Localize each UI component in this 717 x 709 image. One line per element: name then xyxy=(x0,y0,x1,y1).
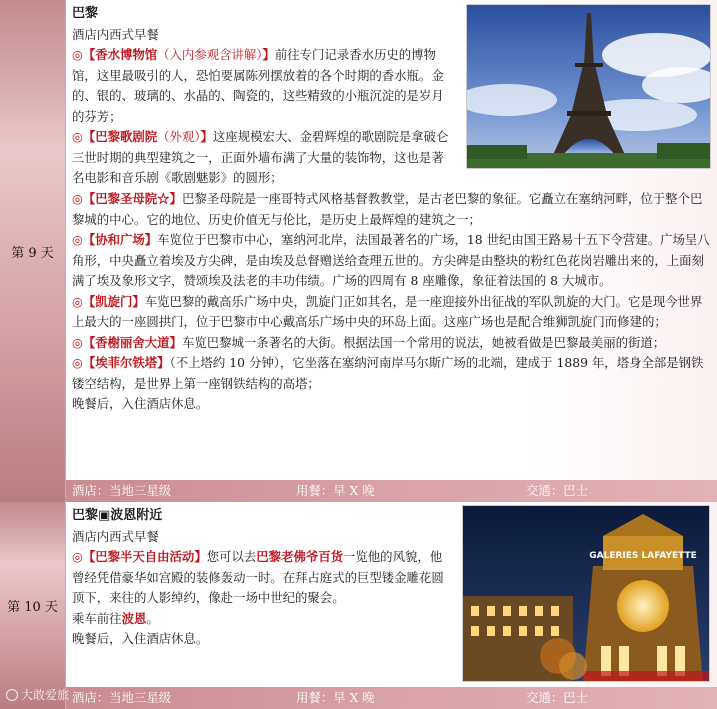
galeries-lafayette-icon xyxy=(463,506,710,682)
attraction-note: （外观） xyxy=(157,129,201,144)
attraction-close: 】 xyxy=(200,129,213,144)
bullet-icon: ◎ xyxy=(72,47,83,62)
evening-line: 晚餐后，入住酒店休息。 xyxy=(72,631,209,646)
day-title: 巴黎▣波恩附近 xyxy=(72,508,163,523)
evening-line: 晚餐后，入住酒店休息。 xyxy=(72,396,209,411)
bullet-icon: ◎ xyxy=(72,129,83,144)
day-footer xyxy=(66,687,717,709)
bullet-icon: ◎ xyxy=(72,232,83,247)
attraction-item xyxy=(72,45,454,127)
bullet-icon: ◎ xyxy=(72,191,83,206)
bullet-icon: ◎ xyxy=(72,355,83,370)
day-content xyxy=(66,0,717,480)
transport-info: 交通：巴士 xyxy=(526,690,588,705)
day-text-bottom xyxy=(72,189,714,415)
day-text xyxy=(72,506,452,650)
attraction-item xyxy=(72,292,714,333)
hotel-info: 酒店：当地三星级 xyxy=(72,483,172,498)
attraction-text: 车览巴黎城一条著名的大街。根据法国一个常用的说法，她被看做是巴黎最美丽的街道； xyxy=(181,334,666,350)
bullet-icon: ◎ xyxy=(72,293,83,309)
day-label: 第 9 天 xyxy=(0,0,66,502)
meals-info: 用餐：早 X 晚 xyxy=(296,483,375,498)
attraction-item xyxy=(72,547,452,609)
watermark-text: 大敢爱旅 xyxy=(21,688,70,702)
attraction-name: 【巴黎半天自由活动】 xyxy=(82,549,207,564)
bullet-icon: ◎ xyxy=(72,334,83,350)
lafayette-sign: GALERIES LAFAYETTE xyxy=(589,551,697,561)
eiffel-tower-photo xyxy=(466,4,711,169)
attraction-close: 】 xyxy=(262,47,275,62)
bullet-icon: ◎ xyxy=(72,549,83,564)
attraction-name: 【巴黎歌剧院 xyxy=(82,129,158,144)
attraction-name: 【埃菲尔铁塔】 xyxy=(82,355,170,370)
day-title: 巴黎 xyxy=(72,6,99,21)
attraction-name: 【协和广场】 xyxy=(82,232,158,247)
transfer-post: 。 xyxy=(146,610,159,626)
day-label: 第 10 天 xyxy=(0,502,66,709)
attraction-name: 【香榭丽舍大道】 xyxy=(82,334,182,350)
attraction-item xyxy=(72,353,714,394)
transfer-city: 波恩 xyxy=(121,610,147,626)
transfer-line xyxy=(72,609,452,630)
attraction-text: 车览位于巴黎市中心，塞纳河北岸，法国最著名的广场，18 世纪由国王路易十五下令营建。广场呈八角形，中央矗立着埃及方尖碑，是由埃及总督赠送给查理五世的。方尖碑是由整块的粉红色花岗岩雕出来的，上面刻满了埃及象形文字，赞颂埃及法老的丰功伟绩。广场的四周有 8 座雕像，象征着法国的 8 大城市。 xyxy=(72,232,710,288)
watermark-icon xyxy=(6,689,18,701)
galeries-lafayette-photo xyxy=(462,505,710,682)
attraction-text: （不上塔约 10 分钟），它坐落在塞纳河南岸马尔斯广场的北端，建成于 1889 年，塔身全部是钢铁镂空结构，是世界上第一座钢铁结构的高塔； xyxy=(72,355,704,391)
day-content xyxy=(66,502,717,687)
attraction-item xyxy=(72,127,454,189)
hotel-info: 酒店：当地三星级 xyxy=(72,690,172,705)
breakfast-line: 酒店内西式早餐 xyxy=(72,528,159,544)
transfer-pre: 乘车前往 xyxy=(72,610,122,626)
attraction-text: 前往专门记录香水历史的博物馆，这里最吸引的人，恐怕要属陈列摆放着的各个时期的香水瓶。金的、银的、玻璃的、水晶的、陶瓷的，这些精致的小瓶沉淀的是岁月的芬芳； xyxy=(72,47,444,124)
attraction-item xyxy=(72,230,714,292)
meals-info: 用餐：早 X 晚 xyxy=(296,690,375,705)
attraction-text: 这座规模宏大、金碧辉煌的歌剧院是拿破仑三世时期的典型建筑之一，正面外墙布满了大量的装饰物，这也是著名电影和音乐剧《歌剧魅影》的圆形； xyxy=(72,129,449,185)
attraction-text: 车览巴黎的戴高乐广场中央，凯旋门正如其名，是一座迎接外出征战的军队凯旋的大门。它是现今世界上最大的一座圆拱门，位于巴黎市中心戴高乐广场中央的环岛上面。这座广场也是配合维狮凯旋门而修建的； xyxy=(72,293,703,329)
attraction-name: 【凯旋门】 xyxy=(82,293,145,309)
attraction-item xyxy=(72,189,714,230)
day-footer xyxy=(66,480,717,502)
attraction-text: 您可以去 xyxy=(206,549,257,564)
watermark xyxy=(6,686,69,703)
attraction-note: （入内参观含讲解） xyxy=(157,47,263,62)
attraction-item xyxy=(72,333,714,354)
attraction-text: 一览他的风貌，他曾经凭借豪华如宫殿的装修轰动一时。在拜占庭式的巨型镂金雕花圆顶下，来往的人影绰约，像赴一场中世纪的聚会。 xyxy=(72,549,444,605)
day-text-top xyxy=(72,4,454,189)
eiffel-tower-icon xyxy=(467,5,711,169)
breakfast-line: 酒店内西式早餐 xyxy=(72,26,159,42)
attraction-name: 【巴黎圣母院☆】 xyxy=(82,191,182,206)
attraction-highlight: 巴黎老佛爷百货 xyxy=(256,549,344,564)
day-10-section xyxy=(0,502,717,709)
attraction-text: 巴黎圣母院是一座哥特式风格基督教教堂，是古老巴黎的象征。它矗立在塞纳河畔，位于整个巴黎城的中心。它的地位、历史价值无与伦比，是历史上最辉煌的建筑之一； xyxy=(72,191,703,227)
attraction-name: 【香水博物馆 xyxy=(82,47,158,62)
transport-info: 交通：巴士 xyxy=(526,483,588,498)
